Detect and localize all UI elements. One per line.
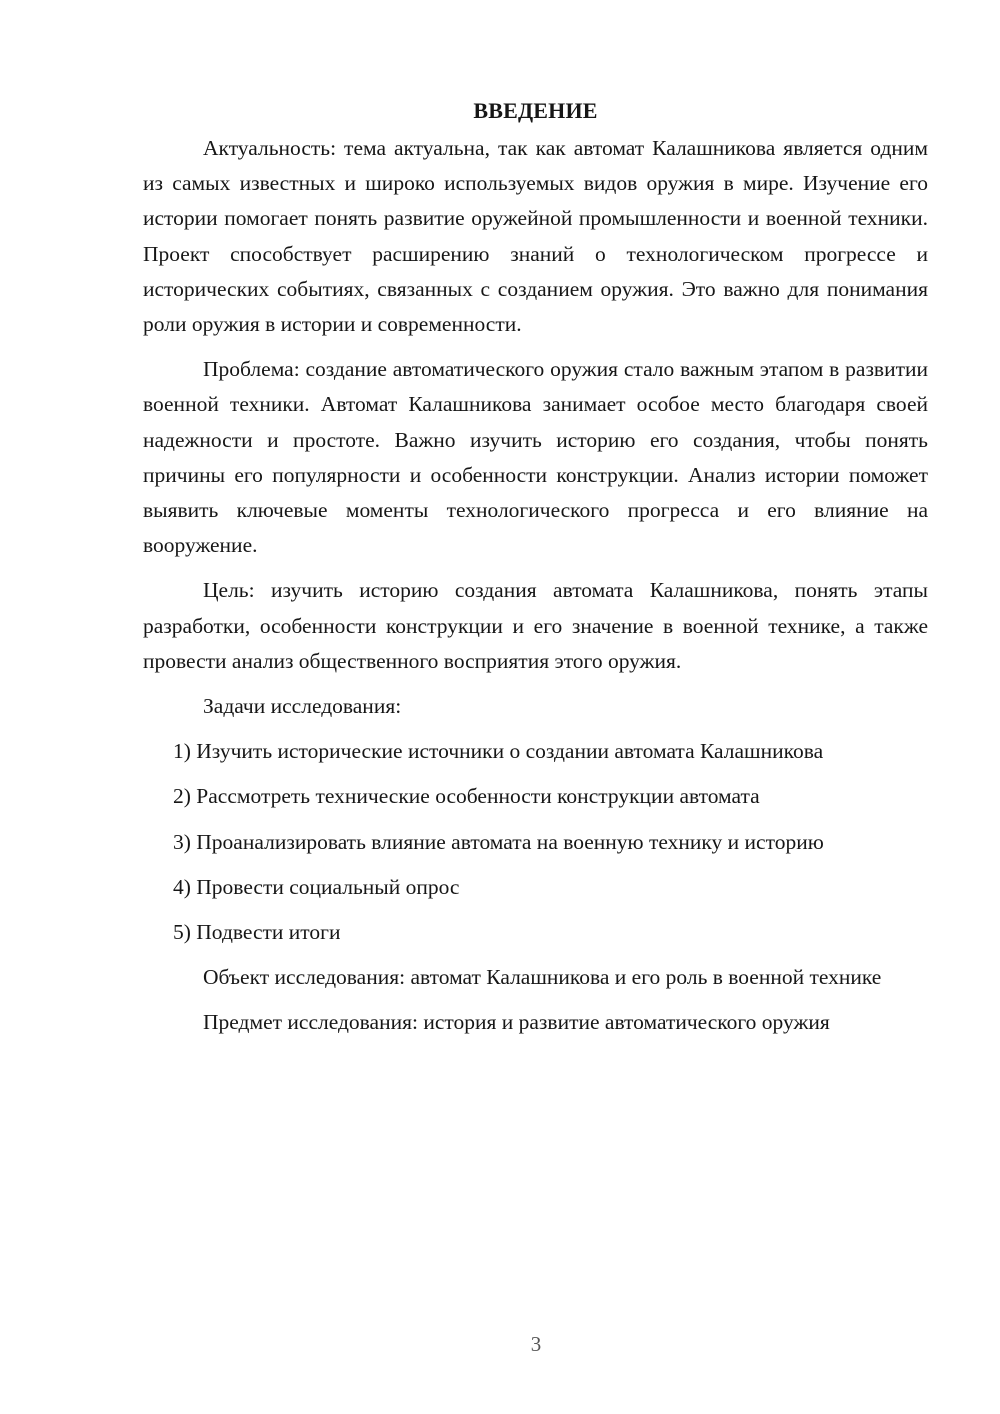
task-item-2: 2) Рассмотреть технические особенности конструкции автомата [173,784,760,809]
task-item-4: 4) Провести социальный опрос [173,874,460,899]
task-item-3: 3) Проанализировать влияние автомата на военную технику и историю [173,829,824,854]
page-content [143,93,928,1051]
page-number: 3 [530,1332,542,1356]
section-title: ВВЕДЕНИЕ [473,98,598,123]
paragraph-relevance: Актуальность: тема актуальна, так как автомат Калашникова является одним из самых известных и широко используемых видов оружия в мире. Изучение его истории помогает понять развитие оружейной промышленности и военной техники. Проект способствует расширению знаний о технологическом прогрессе и исторических событиях, связанных с созданием оружия. Это важно для понимания роли оружия в истории и современности. [143,136,928,337]
task-item-5: 5) Подвести итоги [173,920,341,945]
paragraph-problem: Проблема: создание автоматического оружия стало важным этапом в развитии военной техники. Автомат Калашникова занимает особое место благодаря своей надежности и простоте. Важно изучить историю его создания, чтобы понять причины его популярности и особенности конструкции. Анализ истории поможет выявить ключевые моменты технологического прогресса и его влияние на вооружение. [143,357,928,558]
paragraph-subject: Предмет исследования: история и развитие автоматического оружия [203,1010,830,1035]
paragraph-tasks-heading: Задачи исследования: [203,694,402,719]
task-item-1: 1) Изучить исторические источники о создании автомата Калашникова [173,739,824,764]
paragraph-object: Объект исследования: автомат Калашникова и его роль в военной технике [203,965,882,990]
paragraph-goal: Цель: изучить историю создания автомата Калашникова, понять этапы разработки, особенности конструкции и его значение в военной технике, а также провести анализ общественного восприятия этого оружия. [143,578,928,673]
